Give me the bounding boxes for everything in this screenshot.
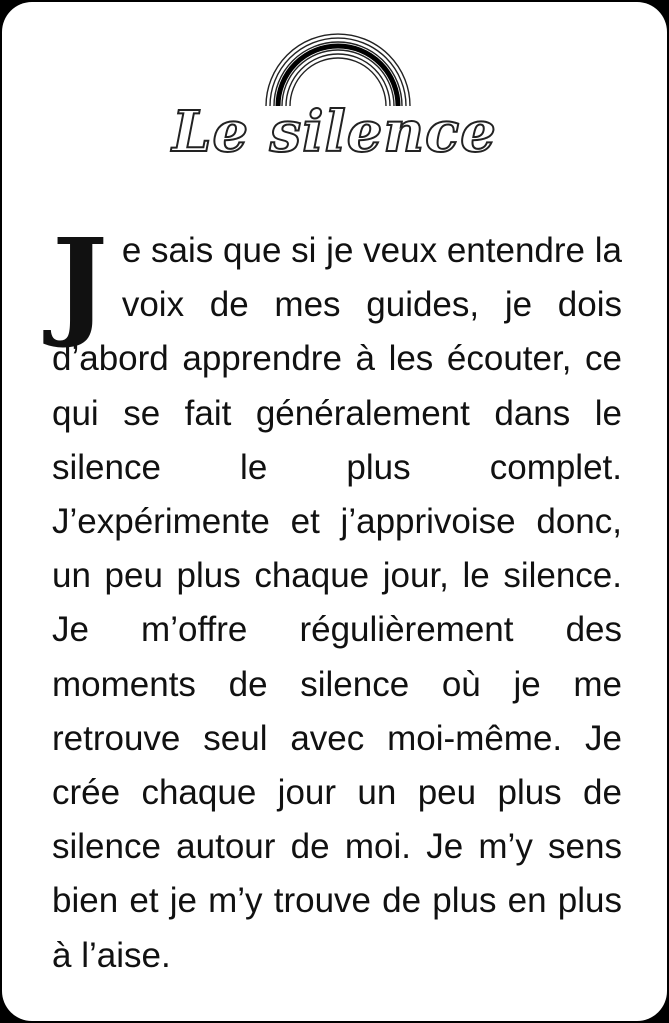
drop-cap: J (52, 212, 108, 351)
body-paragraph: e sais que si je veux entendre la voix de mes guides, je dois d’abord apprendre à les écouter, ce qui se fait généralement dans le silence le plus complet. J’expérimente et j’apprivoise donc, un peu plus chaque jour, le silence. Je m’offre régulièrement des moments de silence où je me retrouve seul avec moi-même. Je crée chaque jour un peu plus de silence autour de moi. Je m’y sens bien et je m’y trouve de plus en plus à l’aise. (52, 231, 622, 975)
arch-ornament (260, 26, 416, 108)
card-title: Le silence (172, 99, 497, 165)
card-body-text (52, 212, 622, 983)
affirmation-card (2, 2, 667, 1021)
